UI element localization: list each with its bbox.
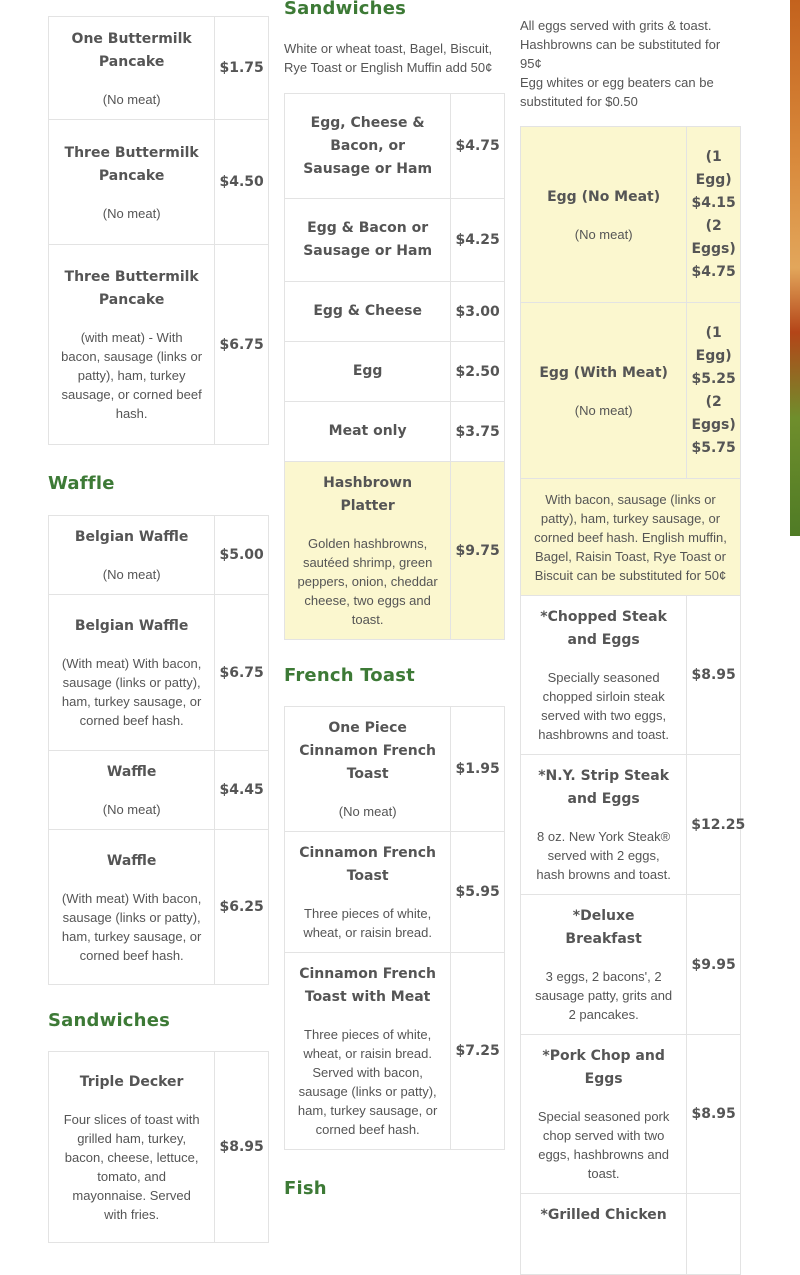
item-description: (No meat)	[102, 802, 161, 817]
menu-row	[285, 94, 505, 199]
item-price: $6.75	[215, 245, 269, 445]
item-cell	[521, 1035, 687, 1194]
item-cell	[49, 120, 215, 245]
item-name: Three Buttermilk Pancake	[64, 144, 199, 184]
item-cell	[521, 755, 687, 895]
item-description: Golden hashbrowns, sautéed shrimp, green peppers, onion, cheddar cheese, two eggs and toast.	[297, 536, 438, 627]
item-price: (1 Egg) $5.25 (2 Eggs) $5.75	[687, 303, 741, 479]
item-price: $9.75	[451, 462, 505, 640]
menu-row	[521, 1035, 741, 1194]
item-cell	[49, 595, 215, 751]
section-title-sandwiches: Sandwiches	[284, 0, 407, 19]
item-price: $9.95	[687, 895, 741, 1035]
waffle-table	[48, 515, 269, 985]
item-name: Waffle	[106, 764, 157, 780]
menu-row-highlighted	[285, 462, 505, 640]
menu-row	[285, 707, 505, 832]
menu-row	[49, 595, 269, 751]
item-name: *Grilled Chicken	[540, 1207, 667, 1223]
item-cell	[285, 832, 451, 953]
section-title-fish: Fish	[284, 1178, 327, 1199]
item-description: Three pieces of white, wheat, or raisin bread. Served with bacon, sausage (links or patty), ham, turkey sausage, or corned beef hash.	[297, 1027, 438, 1137]
item-name: Three Buttermilk Pancake	[64, 269, 199, 308]
item-cell	[521, 1194, 687, 1275]
item-cell	[49, 245, 215, 445]
menu-row	[521, 596, 741, 755]
menu-row	[285, 342, 505, 402]
item-name: Cinnamon French Toast with Meat	[299, 966, 437, 1005]
section-title-sandwiches: Sandwiches	[48, 1010, 171, 1031]
item-description: 3 eggs, 2 bacons', 2 sausage patty, grits and 2 pancakes.	[535, 969, 673, 1022]
item-description: (No meat)	[574, 226, 633, 242]
item-name: One Buttermilk Pancake	[71, 30, 192, 70]
item-cell	[285, 199, 451, 282]
menu-row	[49, 120, 269, 245]
item-cell	[49, 17, 215, 120]
eggs-note-grits: All eggs served with grits & toast. Hashbrowns can be substituted for 95¢	[520, 18, 721, 71]
item-price: $3.00	[451, 282, 505, 342]
item-name: Egg (No Meat)	[547, 188, 661, 205]
item-price: $4.25	[451, 199, 505, 282]
item-price: $5.00	[215, 516, 269, 595]
menu-row	[285, 953, 505, 1150]
menu-row	[49, 830, 269, 985]
item-cell	[49, 516, 215, 595]
item-name: *Deluxe Breakfast	[565, 908, 642, 947]
item-cell	[49, 830, 215, 985]
menu-row	[49, 516, 269, 595]
item-description: Specially seasoned chopped sirloin steak served with two eggs, hashbrowns and toast.	[538, 670, 670, 742]
item-description: (No meat)	[102, 205, 161, 221]
sandwiches-upper-table	[284, 93, 505, 640]
food-photo-edge	[790, 0, 800, 536]
item-name: Egg (With Meat)	[539, 364, 668, 381]
item-description: (No meat)	[338, 804, 397, 819]
item-price: $7.25	[451, 953, 505, 1150]
menu-row	[285, 282, 505, 342]
item-price: (1 Egg) $4.15 (2 Eggs) $4.75	[687, 127, 741, 303]
section-title-french-toast: French Toast	[284, 665, 415, 686]
menu-row	[521, 895, 741, 1035]
item-name: *Chopped Steak and Eggs	[540, 609, 667, 648]
item-description: (With meat) With bacon, sausage (links or patty), ham, turkey sausage, or corned beef hash.	[61, 890, 202, 963]
item-price: $1.75	[215, 17, 269, 120]
item-price: $8.95	[687, 1035, 741, 1194]
item-price: $3.75	[451, 402, 505, 462]
item-price: $4.45	[215, 751, 269, 830]
item-description: Special seasoned pork chop served with two eggs, hashbrowns and toast.	[537, 1109, 670, 1181]
menu-row	[49, 245, 269, 445]
item-price: $6.25	[215, 830, 269, 985]
item-cell	[285, 94, 451, 199]
item-price: $4.75	[451, 94, 505, 199]
item-cell	[285, 342, 451, 402]
item-description: Four slices of toast with grilled ham, turkey, bacon, cheese, lettuce, tomato, and mayonnaise. Served with fries.	[63, 1111, 200, 1222]
item-cell	[285, 282, 451, 342]
item-name: *N.Y. Strip Steak and Eggs	[538, 768, 670, 807]
item-price: $1.95	[451, 707, 505, 832]
menu-row-highlighted	[521, 127, 741, 303]
eggs-table	[520, 126, 746, 1275]
item-description: (No meat)	[574, 402, 633, 418]
item-price: $8.95	[687, 596, 741, 755]
menu-row	[49, 751, 269, 830]
menu-row	[49, 1052, 269, 1243]
item-price: $4.50	[215, 120, 269, 245]
item-price: $12.25	[687, 755, 741, 895]
item-cell	[521, 303, 687, 479]
menu-row	[285, 832, 505, 953]
item-name: Belgian Waffle	[74, 618, 189, 634]
french-toast-table	[284, 706, 505, 1150]
item-cell	[521, 895, 687, 1035]
item-description: (With meat) With bacon, sausage (links or patty), ham, turkey sausage, or corned beef hash.	[61, 656, 202, 728]
item-cell	[521, 127, 687, 303]
item-cell	[49, 751, 215, 830]
item-cell	[285, 462, 451, 640]
menu-row	[521, 755, 741, 895]
menu-row	[285, 402, 505, 462]
sandwiches-lower-table	[48, 1051, 269, 1243]
eggs-note-egg-whites: Egg whites or egg beaters can be substituted for $0.50	[520, 75, 714, 109]
item-name: *Pork Chop and Eggs	[542, 1048, 665, 1087]
section-title-waffle: Waffle	[48, 473, 115, 494]
menu-row-highlighted	[521, 479, 741, 596]
item-name: Egg	[352, 363, 383, 379]
menu-row	[285, 199, 505, 282]
item-name: One Piece Cinnamon French Toast	[299, 720, 437, 782]
item-cell	[285, 402, 451, 462]
sandwiches-note: White or wheat toast, Bagel, Biscuit, Rye Toast or English Muffin add 50¢	[284, 41, 493, 75]
item-description: (No meat)	[102, 567, 161, 582]
item-description: (No meat)	[102, 91, 161, 107]
item-name: Meat only	[328, 423, 407, 439]
menu-row	[521, 1194, 741, 1275]
eggs-meat-note: With bacon, sausage (links or patty), ham, turkey sausage, or corned beef hash. English muffin, Bagel, Raisin Toast, Rye Toast or Biscuit can be substituted for 50¢	[521, 479, 741, 596]
item-name: Waffle	[106, 852, 157, 869]
item-name: Egg & Bacon or Sausage or Ham	[303, 220, 433, 259]
item-name: Cinnamon French Toast	[299, 845, 437, 884]
item-name: Egg, Cheese & Bacon, or Sausage or Ham	[303, 114, 433, 177]
item-name: Belgian Waffle	[74, 529, 189, 545]
menu-row	[49, 17, 269, 120]
item-cell	[285, 707, 451, 832]
item-price-empty	[687, 1194, 741, 1275]
item-price: $6.75	[215, 595, 269, 751]
item-description: 8 oz. New York Steak® served with 2 eggs, hash browns and toast.	[536, 829, 671, 882]
item-name: Egg & Cheese	[313, 303, 422, 319]
item-name: Hashbrown Platter	[323, 475, 413, 514]
item-price: $5.95	[451, 832, 505, 953]
item-price: $2.50	[451, 342, 505, 402]
item-price: $8.95	[215, 1052, 269, 1243]
item-cell	[521, 596, 687, 755]
item-cell	[49, 1052, 215, 1243]
item-name: Triple Decker	[79, 1073, 184, 1090]
item-cell	[285, 953, 451, 1150]
menu-row-highlighted	[521, 303, 741, 479]
item-description: Three pieces of white, wheat, or raisin bread.	[303, 906, 432, 940]
item-description: (with meat) - With bacon, sausage (links or patty), ham, turkey sausage, or corned beef hash.	[61, 330, 203, 421]
pancakes-table	[48, 16, 269, 445]
